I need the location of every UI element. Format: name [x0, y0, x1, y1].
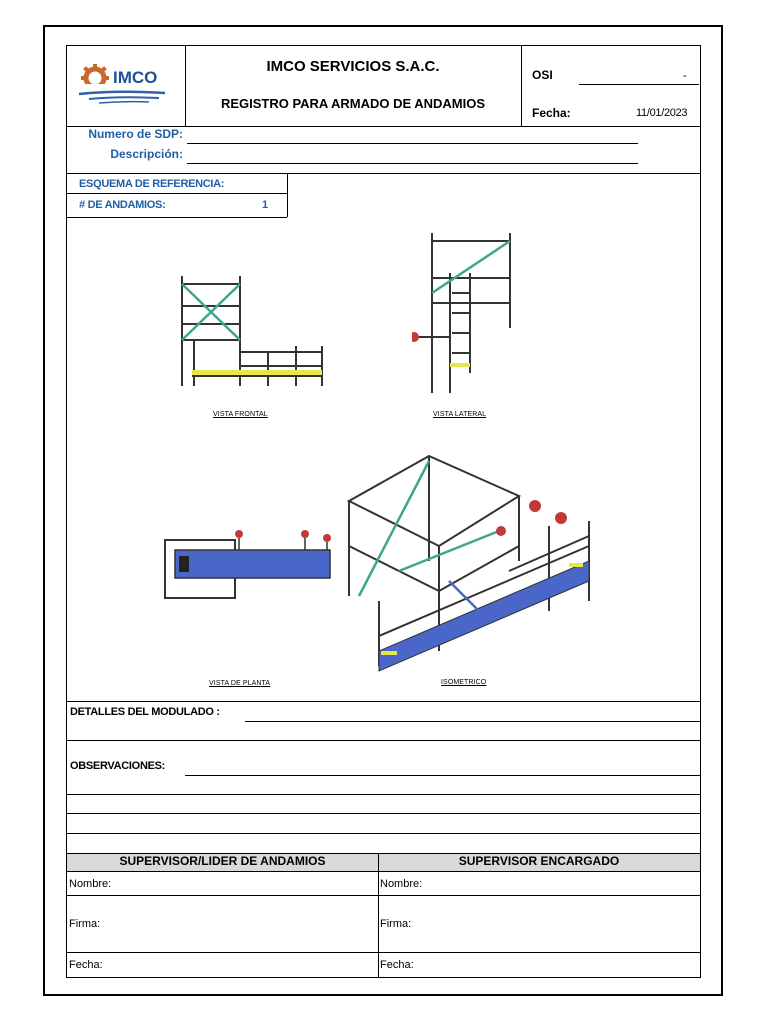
esquema-label: ESQUEMA DE REFERENCIA:	[79, 178, 225, 190]
plan-view-caption: VISTA DE PLANTA	[209, 680, 271, 687]
isometric-view-drawing	[339, 451, 599, 676]
left-fecha-label: Fecha:	[69, 959, 103, 971]
sdp-label: Numero de SDP:	[88, 127, 183, 141]
company-logo	[75, 60, 177, 110]
left-firma-label: Firma:	[69, 918, 101, 930]
andamios-value: 1	[262, 199, 269, 211]
lateral-view-caption: VISTA LATERAL	[433, 411, 487, 418]
left-nombre-label: Nombre:	[69, 878, 112, 890]
fecha-value: 11/01/2023	[636, 107, 688, 119]
right-nombre-label: Nombre:	[380, 878, 423, 890]
right-firma-label: Firma:	[380, 918, 412, 930]
company-name: IMCO SERVICIOS S.A.C.	[266, 58, 440, 75]
right-fecha-label: Fecha:	[380, 959, 414, 971]
logo-text: IMCO	[113, 68, 158, 87]
lateral-view-drawing	[412, 233, 522, 398]
modulado-label: DETALLES DEL MODULADO :	[70, 706, 220, 718]
plan-view-drawing	[163, 526, 343, 606]
osi-value: -	[683, 70, 687, 82]
frontal-view-drawing	[172, 276, 342, 406]
frontal-view-caption: VISTA FRONTAL	[213, 411, 268, 418]
osi-label: OSI	[532, 68, 553, 82]
form-title: REGISTRO PARA ARMADO DE ANDAMIOS	[220, 96, 486, 111]
right-signature-header: SUPERVISOR ENCARGADO	[458, 854, 620, 868]
left-signature-header: SUPERVISOR/LIDER DE ANDAMIOS	[119, 854, 326, 868]
descripcion-label: Descripción:	[110, 147, 183, 161]
fecha-label: Fecha:	[532, 106, 571, 120]
observaciones-label: OBSERVACIONES:	[70, 760, 166, 772]
isometric-view-caption: ISOMETRICO	[441, 679, 487, 686]
scaffold-form	[66, 45, 701, 978]
andamios-label: # DE ANDAMIOS:	[79, 199, 166, 211]
